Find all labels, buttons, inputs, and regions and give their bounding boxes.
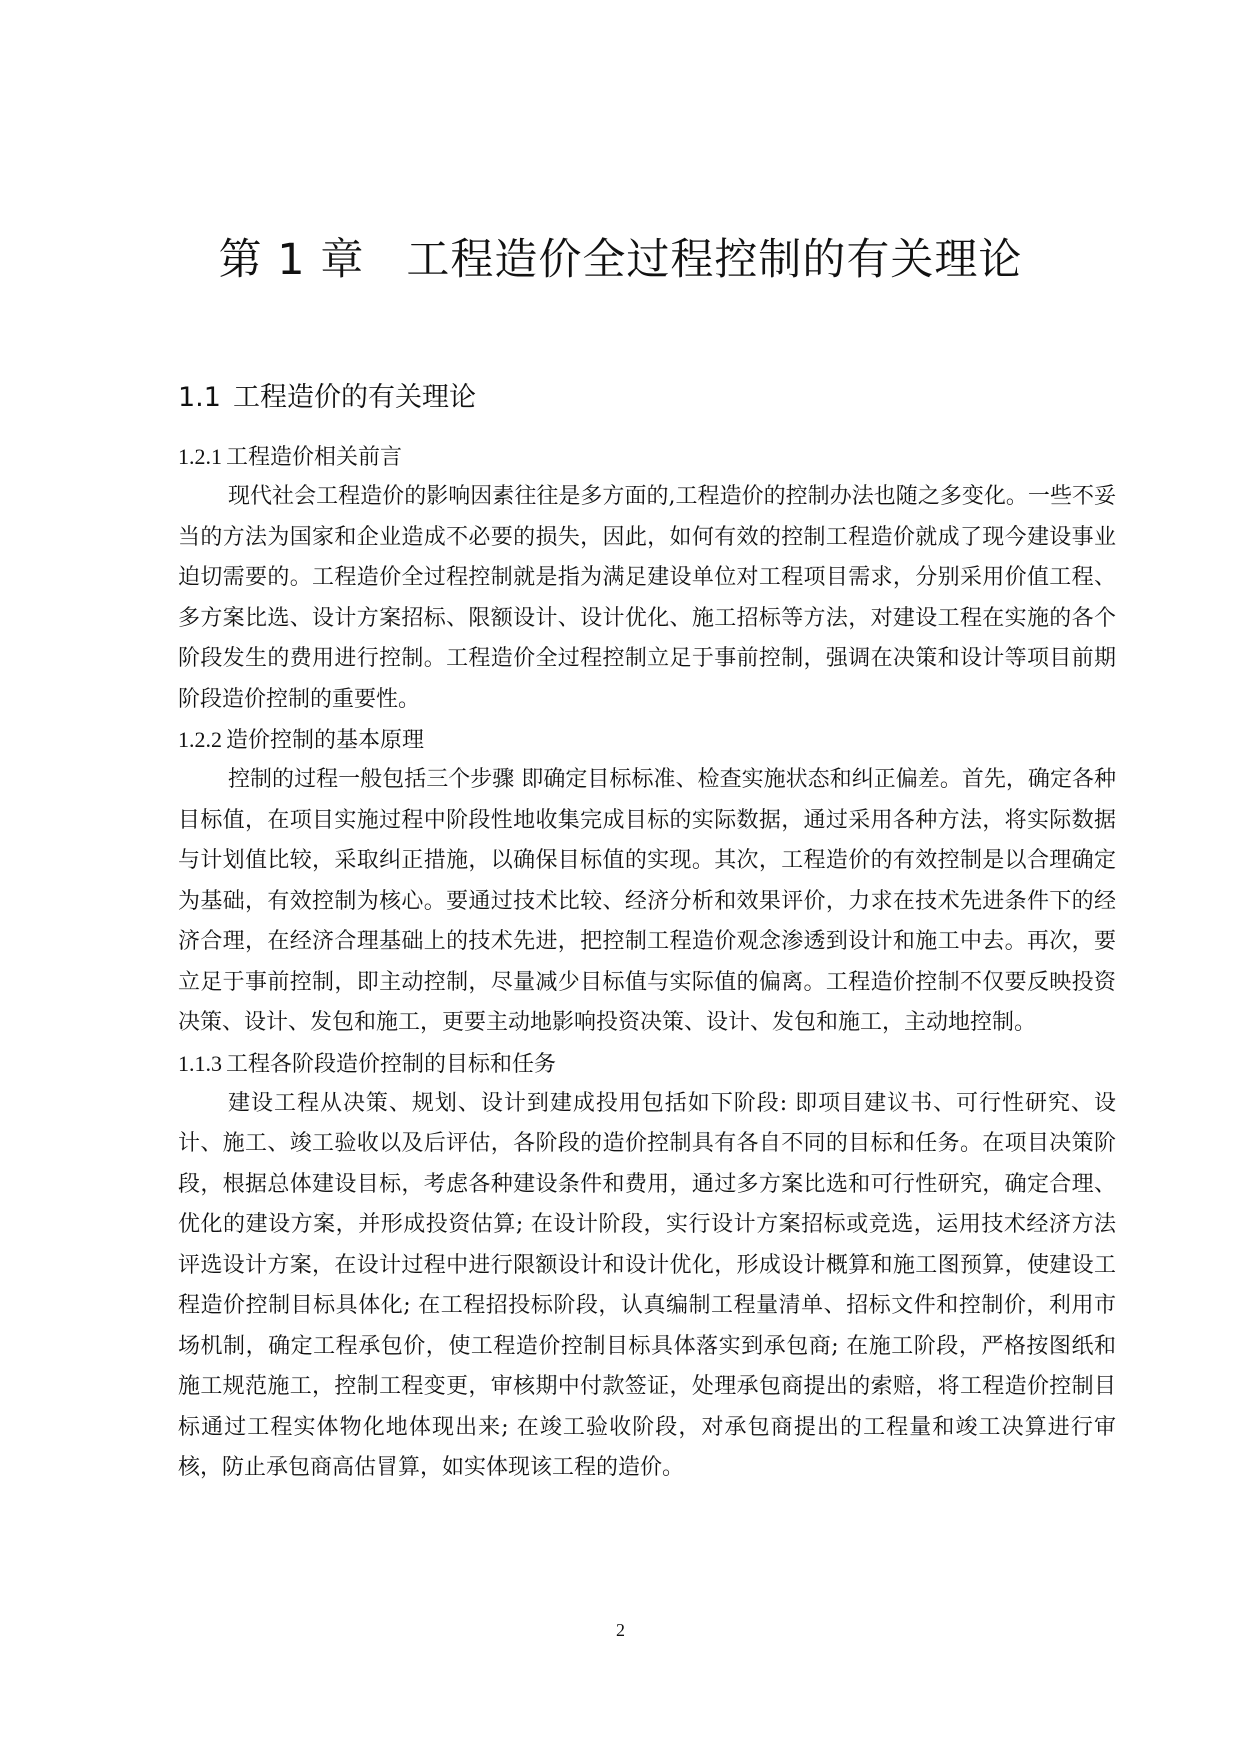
subsection-heading — [178, 720, 1116, 760]
paragraph: 控制的过程一般包括三个步骤 即确定目标标准、检查实施状态和纠正偏差。首先，确定各种目标值，在项目实施过程中阶段性地收集完成目标的实际数据，通过采用各种方法，将实际数据与计划值比较，采取纠正措施，以确保目标值的实现。其次，工程造价的有效控制是以合理确定为基础，有效控制为核心。要通过技术比较、经济分析和效果评价，力求在技术先进条件下的经济合理，在经济合理基础上的技术先进，把控制工程造价观念渗透到设计和施工中去。再次，要立足于事前控制，即主动控制，尽量减少目标值与实际值的偏离。工程造价控制不仅要反映投资决策、设计、发包和施工，更要主动地影响投资决策、设计、发包和施工，主动地控制。 — [178, 767, 1116, 1035]
section-title-text: 工程造价的有关理论 — [232, 382, 476, 413]
paragraph: 建设工程从决策、规划、设计到建成投用包括如下阶段: 即项目建议书、可行性研究、设计、施工、竣工验收以及后评估，各阶段的造价控制具有各自不同的目标和任务。在项目决策阶段，根据总体建设目标，考虑各种建设条件和费用，通过多方案比选和可行性研究，确定合理、优化的建设方案，并形成投资估算; 在设计阶段，实行设计方案招标或竞选，运用技术经济方法评选设计方案，在设计过程中进行限额设计和设计优化，形成设计概算和施工图预算，使建设工程造价控制目标具体化; 在工程招投标阶段，认真编制工程量清单、招标文件和控制价，利用市场机制，确定工程承包价，使工程造价控制目标具体落实到承包商; 在施工阶段，严格按图纸和施工规范施工，控制工程变更，审核期中付款签证，处理承包商提出的索赔，将工程造价控制目标通过工程实体物化地体现出来; 在竣工验收阶段，对承包商提出的工程量和竣工决算进行审核，防止承包商高估冒算，如实体现该工程的造价。 — [178, 1090, 1116, 1480]
body-content — [178, 437, 1116, 1489]
page-number: 2 — [616, 1620, 625, 1640]
chapter-title-text: 工程造价全过程控制的有关理论 — [406, 235, 1023, 285]
subsection-number: 1.2.1 — [178, 444, 222, 469]
subsection-number: 1.2.2 — [178, 727, 222, 752]
section-heading — [178, 380, 476, 416]
paragraph: 现代社会工程造价的影响因素往往是多方面的,工程造价的控制办法也随之多变化。一些不妥当的方法为国家和企业造成不必要的损失，因此，如何有效的控制工程造价就成了现今建设事业迫切需要的。工程造价全过程控制就是指为满足建设单位对工程项目需求，分别采用价值工程、多方案比选、设计方案招标、限额设计、设计优化、施工招标等方法，对建设工程在实施的各个阶段发生的费用进行控制。工程造价全过程控制立足于事前控制，强调在决策和设计等项目前期阶段造价控制的重要性。 — [178, 484, 1116, 712]
subsection-title: 工程各阶段造价控制的目标和任务 — [226, 1051, 557, 1077]
chapter-number: 第 1 章 — [218, 235, 365, 285]
subsection-heading — [178, 1044, 1116, 1084]
chapter-title — [0, 232, 1241, 288]
subsection-heading — [178, 437, 1116, 477]
subsection-number: 1.1.3 — [178, 1050, 222, 1076]
section-number: 1.1 — [178, 382, 221, 413]
subsection-title: 工程造价相关前言 — [226, 445, 403, 470]
subsection-title: 造价控制的基本原理 — [226, 728, 425, 753]
